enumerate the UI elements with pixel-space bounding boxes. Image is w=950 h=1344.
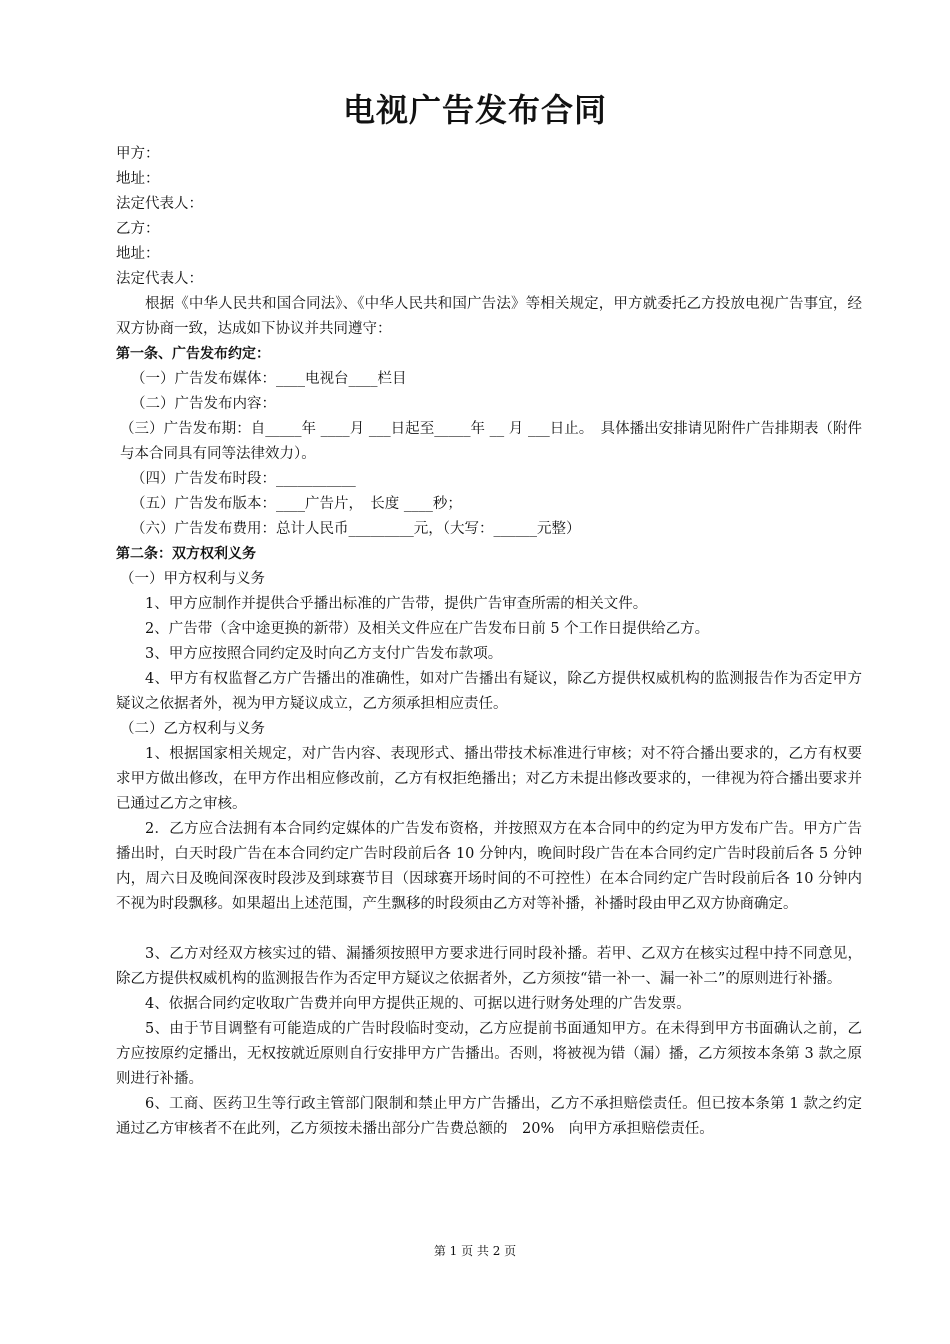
clause-b5: 5、由于节目调整有可能造成的广告时段临时变动，乙方应提前书面通知甲方。在未得到甲方书面确认之前，乙方应按原约定播出，无权按就近原则自行安排甲方广告播出。否则，将被视为错（漏）播，乙方须按本条第 3 款之原则进行补播。: [116, 1021, 862, 1087]
clause-a1: 1、甲方应制作并提供合乎播出标准的广告带，提供广告审查所需的相关文件。: [145, 596, 648, 612]
article-1-item-2: （二）广告发布内容：: [131, 396, 276, 412]
party-a-representative: 法定代表人：: [116, 196, 203, 212]
page-footer: 第 1 页 共 2 页: [433, 1244, 517, 1258]
clause-b4: 4、依据合同约定收取广告费并向甲方提供正规的、可据以进行财务处理的广告发票。: [145, 996, 691, 1012]
article-1-item-5: （五）广告发布版本：____广告片， 长度 ____秒；: [131, 496, 462, 512]
preamble-paragraph: 根据《中华人民共和国合同法》、《中华人民共和国广告法》等相关规定，甲方就委托乙方投放电视广告事宜，经双方协商一致，达成如下协议并共同遵守：: [116, 296, 862, 337]
clause-a2: 2、广告带（含中途更换的新带）及相关文件应在广告发布日前 5 个工作日提供给乙方。: [145, 621, 710, 637]
clause-b6: 6、工商、医药卫生等行政主管部门限制和禁止甲方广告播出，乙方不承担赔偿责任。但已按本条第 1 款之约定通过乙方审核者不在此列，乙方须按未播出部分广告费总额的 20% 向甲方承担赔偿责任。: [116, 1096, 862, 1137]
article-1-heading: 第一条、广告发布约定：: [116, 346, 270, 362]
party-b-label: 乙方：: [116, 221, 160, 237]
article-1-item-4: （四）广告发布时段：___________: [131, 471, 356, 487]
document-title: 电视广告发布合同: [342, 91, 607, 129]
clause-b2: 2．乙方应合法拥有本合同约定媒体的广告发布资格，并按照双方在本合同中的约定为甲方发布广告。甲方广告播出时，白天时段广告在本合同约定广告时段前后各 10 分钟内，晚间时段广告在本合同约定广告时段前后各 5 分钟内，周六日及晚间深夜时段涉及到球赛节目（因球赛开场时间的不可控性）在本合同约定广告时段前后各 10 分钟内不视为时段飘移。如果超出上述范围，产生飘移的时段须由乙方对等补播，补播时段由甲乙双方协商确定。: [116, 821, 862, 912]
section-b-heading: （二）乙方权利与义务: [120, 721, 265, 737]
party-a-label: 甲方：: [116, 146, 160, 162]
blank-line: [116, 917, 862, 942]
party-b-representative: 法定代表人：: [116, 271, 203, 287]
party-b-address: 地址：: [116, 246, 160, 262]
article-1-item-6: （六）广告发布费用：总计人民币_________元，（大写：______元整）: [131, 521, 581, 537]
clause-b3: 3、乙方对经双方核实过的错、漏播须按照甲方要求进行同时段补播。若甲、乙双方在核实过程中持不同意见，除乙方提供权威机构的监测报告作为否定甲方疑议之依据者外，乙方须按“错一补一、漏一补二”的原则进行补播。: [116, 946, 862, 987]
article-2-heading: 第二条：双方权利义务: [116, 546, 256, 562]
clause-b1: 1、根据国家相关规定，对广告内容、表现形式、播出带技术标准进行审核；对不符合播出要求的，乙方有权要求甲方做出修改，在甲方作出相应修改前，乙方有权拒绝播出；对乙方未提出修改要求的，一律视为符合播出要求并已通过乙方之审核。: [116, 746, 862, 812]
document-body: [116, 142, 862, 1142]
party-a-address: 地址：: [116, 171, 160, 187]
clause-a4: 4、甲方有权监督乙方广告播出的准确性，如对广告播出有疑议，除乙方提供权威机构的监测报告作为否定甲方疑议之依据者外，视为甲方疑议成立，乙方须承担相应责任。: [116, 671, 862, 712]
section-a-heading: （一）甲方权利与义务: [120, 571, 265, 587]
article-1-item-1: （一）广告发布媒体：____电视台____栏目: [131, 371, 407, 387]
article-1-item-3: （三）广告发布期：自_____年 ____月 ___日起至_____年 __ 月 ___日止。 具体播出安排请见附件广告排期表（附件与本合同具有同等法律效力）。: [120, 421, 862, 462]
clause-a3: 3、甲方应按照合同约定及时向乙方支付广告发布款项。: [145, 646, 503, 662]
